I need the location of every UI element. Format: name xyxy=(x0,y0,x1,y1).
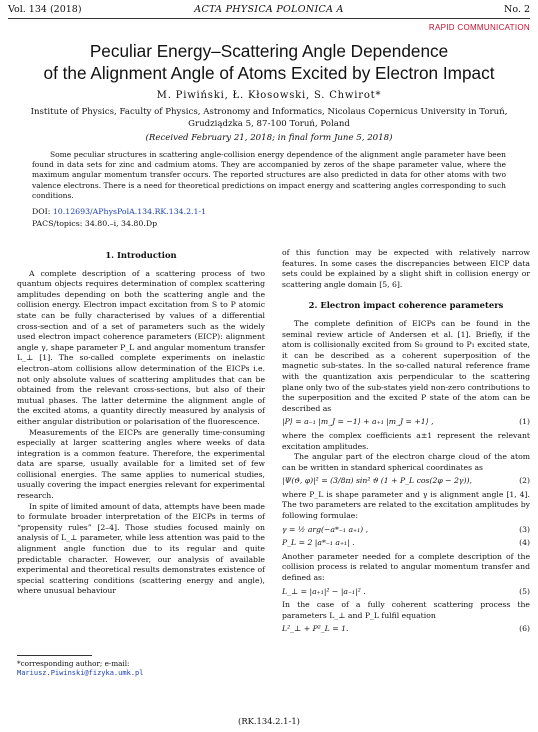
equation-3-number: (3) xyxy=(519,524,530,534)
section-heading-eicp: 2. Electron impact coherence parameters xyxy=(308,300,504,311)
footnote-email[interactable]: Mariusz.Piwinski@fizyka.umk.pl xyxy=(17,668,144,677)
volume-label: Vol. 134 (2018) xyxy=(8,4,82,15)
equation-3 xyxy=(282,525,530,536)
equation-2 xyxy=(282,476,530,487)
equation-1-number: (1) xyxy=(519,417,530,427)
intro-paragraph-1: A complete description of a scattering process of two quantum objects requires determination of complex scattering amplitudes depending on both the scattering angle and the collision energy. Electron impact excitation from S to P atomic state can be fully characterised by values of a differential cross-section and of a set of parameters such as the widely used electron impact coherence parameters (EICP): alignment angle γ, shape parameter P_L and angular momentum transfer L_⊥ [1]. The so-called complete experiments on inelastic electron–atom collisions allow determination of the EICPs i.e. not only absolute values of scattering amplitudes that can be obtained from the relevant cross-sections, but also of their mutual phases. The latter determine the alignment angle of the excited atoms, a quantity directly measured by analysis of either angular distribution or polarisation of the fluorescence. xyxy=(17,268,265,426)
left-column xyxy=(17,248,265,597)
eicp-paragraph-3: The angular part of the electron charge cloud of the atom can be written in standard spherical coordinates as xyxy=(282,452,530,472)
equation-1 xyxy=(282,417,530,428)
intro-paragraph-2: Measurements of the EICPs are generally time-consuming especially at larger scattering angles where weeks of data integration is a common feature. Therefore, the experimental data are sparse, usually available for a limited set of few collisional energies. The same applies to numerical studies, usually covering the impact energies relevant for experimental research. xyxy=(17,427,265,501)
issue-number: No. 2 xyxy=(504,4,530,15)
intro-paragraph-continued: of this function may be expected with relatively narrow features. In some cases the discrepancies between EICP data sets could be explained by a slight shift in collision energy or scattering angle domain [5, 6]. xyxy=(282,248,530,289)
rapid-communication-label: RAPID COMMUNICATION xyxy=(428,23,530,32)
title-line-2: of the Alignment Angle of Atoms Excited by Electron Impact xyxy=(43,63,495,83)
affiliation-line-2: Grudziądzka 5, 87-100 Toruń, Poland xyxy=(188,119,350,129)
equation-5-number: (5) xyxy=(519,586,530,596)
eicp-paragraph-4: where P_L is shape parameter and γ is alignment angle [1, 4]. The two parameters are related to the excitation amplitudes by following formulae: xyxy=(282,489,530,521)
received-dates: (Received February 21, 2018; in final form June 5, 2018) xyxy=(145,133,393,143)
eicp-paragraph-2: where the complex coefficients a±1 represent the relevant excitation amplitudes. xyxy=(282,430,530,451)
journal-name: ACTA PHYSICA POLONICA A xyxy=(194,4,344,15)
equation-4-number: (4) xyxy=(519,538,530,548)
section-heading-introduction: 1. Introduction xyxy=(105,250,177,260)
affiliation-line-1: Institute of Physics, Faculty of Physics, Astronomy and Informatics, Nicolaus Copernicus University in Toruń, xyxy=(30,107,508,117)
right-column xyxy=(282,248,530,638)
authors: M. Piwiński, Ł. Kłosowski, S. Chwirot* xyxy=(156,90,382,101)
equation-3-body: γ = ½ arg(−a*₋₁ a₊₁) , xyxy=(282,524,369,534)
doi-line xyxy=(32,207,206,216)
equation-5-body: L_⊥ = |a₊₁|² − |a₋₁|² . xyxy=(282,586,366,596)
title-line-1: Peculiar Energy–Scattering Angle Dependence xyxy=(89,41,449,61)
equation-4 xyxy=(282,538,530,549)
affiliation xyxy=(30,106,508,130)
equation-6-body: L²_⊥ + P²_L = 1. xyxy=(282,624,349,634)
doi-link[interactable]: 10.12693/APhysPolA.134.RK.134.2.1-1 xyxy=(52,207,207,216)
eicp-paragraph-1: The complete definition of EICPs can be found in the seminal review article of Andersen et al. [1]. Briefly, if the atom is collisionally excited from S₀ ground to P₁ excited state, it can be described as a coherent superposition of the magnetic sub-states. In the so-called natural reference frame with the quantization axis perpendicular to the scattering plane only two of the sub-states yield non-zero contributions to the superposition and the excited P state of the atom can be described as xyxy=(282,318,530,413)
equation-6-number: (6) xyxy=(519,624,530,634)
equation-2-body: |Ψ(ϑ, φ)|² = (3/8π) sin² ϑ (1 + P_L cos(2φ − 2γ)), xyxy=(282,476,472,486)
equation-5 xyxy=(282,587,530,598)
equation-2-number: (2) xyxy=(519,476,530,486)
footnote xyxy=(17,659,143,678)
eicp-paragraph-5: Another parameter needed for a complete description of the collision process is related to angular momentum transfer and defined as: xyxy=(282,551,530,583)
running-header xyxy=(8,4,530,19)
equation-6 xyxy=(282,624,530,635)
paper-title xyxy=(8,40,530,84)
eicp-paragraph-6: In the case of a fully coherent scattering process the parameters L_⊥ and P_L fulfil equation xyxy=(282,600,530,620)
footnote-rule xyxy=(17,655,92,656)
equation-4-body: P_L = 2 |a*₋₁ a₊₁| . xyxy=(282,538,355,548)
equation-1-body: |P⟩ = a₋₁ |m_J = −1⟩ + a₊₁ |m_J = +1⟩ , xyxy=(282,417,434,427)
pacs-line: PACS/topics: 34.80.–i, 34.80.Dp xyxy=(32,219,158,228)
page-footer-id: (RK.134.2.1-1) xyxy=(238,716,300,726)
abstract: Some peculiar structures in scattering angle-collision energy dependence of the alignment angle parameter have been found in data sets for zinc and cadmium atoms. They are accompanied by zeros of the shape parameter value, where the maximum angular momentum transfer occurs. The reported structures are also predicted in data for other atoms with two valence electrons. There is a need for theoretical predictions on impact energy and scattering angles corresponding to such conditions. xyxy=(32,150,506,200)
intro-paragraph-3: In spite of limited amount of data, attempts have been made to formulate broader interpretation of the EICPs in terms of “propensity rules” [2–4]. Those studies focused mainly on analysis of L_⊥ parameter, while less attention was paid to the alignment angle function due to its regular and quite predictable character. However, our analysis of available experimental and theoretical results demonstrates existence of special scattering conditions (scattering energy and angle), where unusual behaviour xyxy=(17,501,265,596)
doi-label: DOI: xyxy=(32,207,51,216)
footnote-text: *corresponding author; e-mail: xyxy=(17,659,130,668)
